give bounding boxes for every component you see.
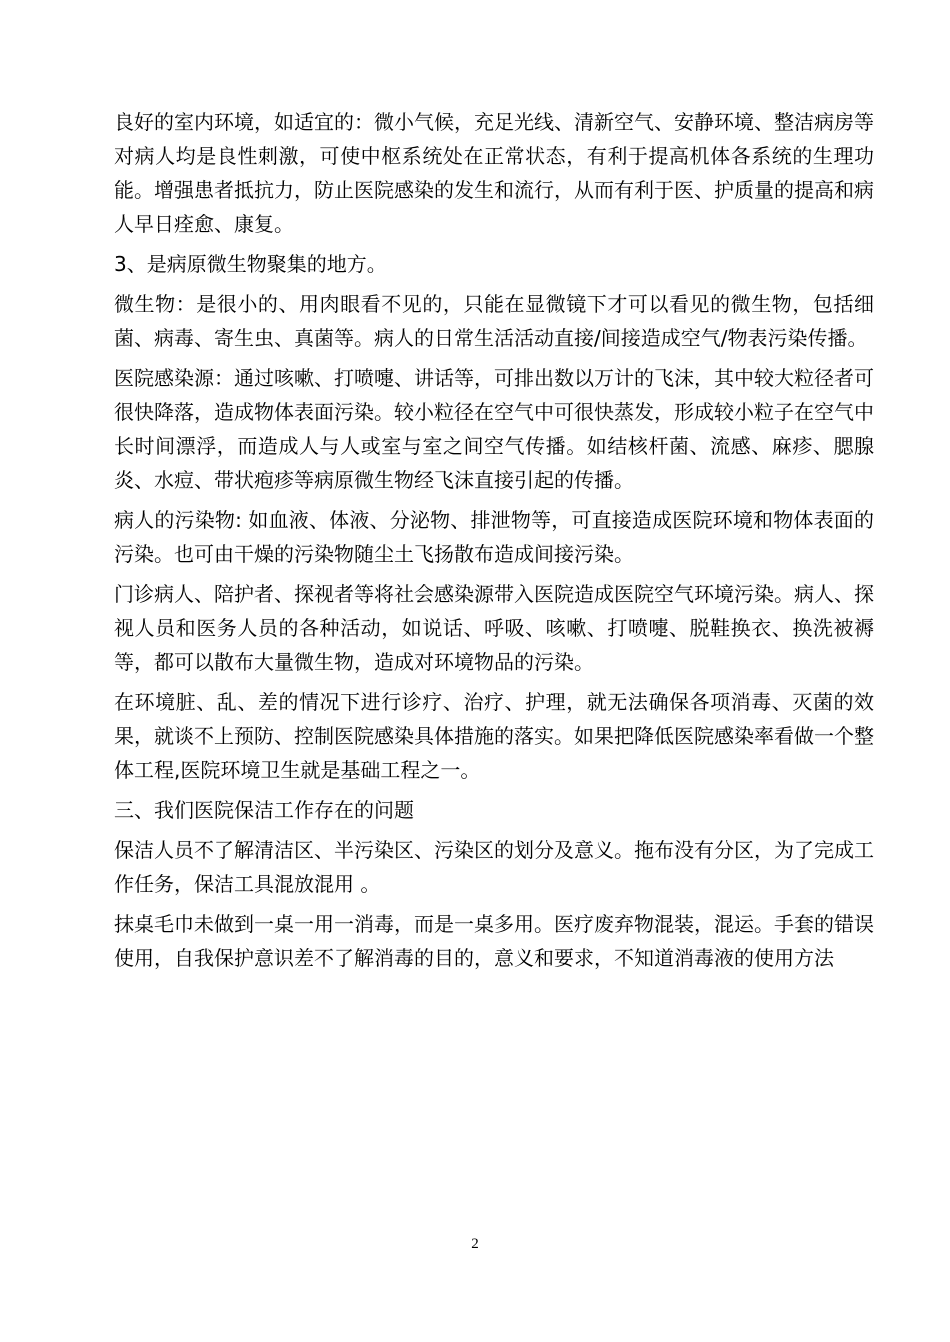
paragraph-dirty-environment: 在环境脏、乱、差的情况下进行诊疗、治疗、护理，就无法确保各项消毒、灭菌的效果，就谈不上预防、控制医院感染具体措施的落实。如果把降低医院感染率看做一个整体工程,医院环境卫生就是基础工程之一。: [114, 690, 874, 782]
paragraph-cleaning-staff: 保洁人员不了解清洁区、半污染区、污染区的划分及意义。拖布没有分区，为了完成工作任务，保洁工具混放混用 。: [114, 838, 874, 896]
paragraph-patient-contaminants: 病人的污染物: 如血液、体液、分泌物、排泄物等，可直接造成医院环境和物体表面的污染。也可由干燥的污染物随尘土飞扬散布造成间接污染。: [114, 508, 874, 566]
paragraph-visitors: 门诊病人、陪护者、探视者等将社会感染源带入医院造成医院空气环境污染。病人、探视人员和医务人员的各种活动，如说话、呼吸、咳嗽、打喷嚏、脱鞋换衣、换洗被褥等，都可以散布大量微生物，造成对环境物品的污染。: [114, 582, 874, 674]
section-heading-cleaning-problems: 三、我们医院保洁工作存在的问题: [114, 798, 414, 822]
paragraph-pathogen-gathering-heading: 3、是病原微生物聚集的地方。: [114, 252, 387, 276]
page-number: 2: [471, 1236, 479, 1252]
paragraph-infection-source: 医院感染源：通过咳嗽、打喷嚏、讲话等，可排出数以万计的飞沫，其中较大粒径者可很快降落，造成物体表面污染。较小粒径在空气中可很快蒸发，形成较小粒子在空气中长时间漂浮，而造成人与人或室与室之间空气传播。如结核杆菌、流感、麻疹、腮腺炎、水痘、带状疱疹等病原微生物经飞沫直接引起的传播。: [114, 366, 874, 492]
paragraph-indoor-environment: 良好的室内环境，如适宜的：微小气候，充足光线、清新空气、安静环境、整洁病房等对病人均是良性刺激，可使中枢系统处在正常状态，有利于提高机体各系统的生理功能。增强患者抵抗力，防止医院感染的发生和流行，从而有利于医、护质量的提高和病人早日痊愈、康复。: [114, 110, 874, 236]
document-body: [114, 105, 874, 981]
paragraph-microorganisms: 微生物：是很小的、用肉眼看不见的，只能在显微镜下才可以看见的微生物，包括细菌、病毒、寄生虫、真菌等。病人的日常生活活动直接/间接造成空气/物表污染传播。: [114, 292, 874, 350]
paragraph-towel-usage: 抹桌毛巾未做到一桌一用一消毒，而是一桌多用。医疗废弃物混装，混运。手套的错误使用，自我保护意识差不了解消毒的目的，意义和要求，不知道消毒液的使用方法: [114, 912, 874, 970]
